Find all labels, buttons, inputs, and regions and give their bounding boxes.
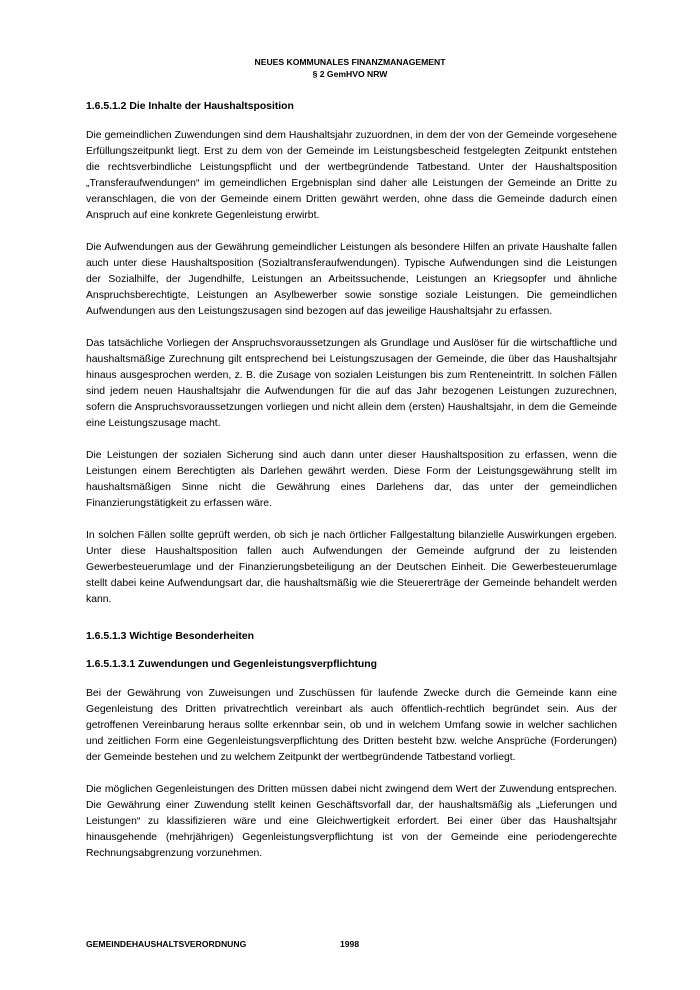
document-body	[86, 100, 617, 862]
footer-title: GEMEINDEHAUSHALTSVERORDNUNG	[86, 939, 247, 949]
paragraph: Bei der Gewährung von Zuweisungen und Zuschüssen für laufende Zwecke durch die Gemeinde kann eine Gegenleistung des Dritten privatrechtlich vereinbart als auch öffentlich-rechtlich begründet sein. Aus der getroffenen Vereinbarung heraus sollte erkennbar sein, ob und in welchem Umfang sowie in welcher sachlichen und zeitlichen Form eine Gegenleistungsverpflichtung des Dritten besteht bzw. welche Ansprüche (Forderungen) der Gemeinde bestehen und zu welchem Zeitpunkt der wertbegründende Tatbestand vorliegt.	[86, 688, 617, 763]
paragraph: Die Leistungen der sozialen Sicherung sind auch dann unter dieser Haushaltsposition zu erfassen, wenn die Leistungen einem Berechtigten als Darlehen gewährt werden. Diese Form der Leistungsgewährung stellt im haushaltsmäßigen Sinne nicht die Gewährung eines Darlehens dar, das unter der gemeindlichen Finanzierungstätigkeit zu erfassen wäre.	[86, 450, 617, 509]
section-heading: 1.6.5.1.3 Wichtige Besonderheiten	[86, 631, 254, 642]
subsection-heading: 1.6.5.1.3.1 Zuwendungen und Gegenleistungsverpflichtung	[86, 659, 377, 670]
paragraph: Die möglichen Gegenleistungen des Dritten müssen dabei nicht zwingend dem Wert der Zuwendung entsprechen. Die Gewährung einer Zuwendung stellt keinen Geschäftsvorfall dar, der haushaltsmäßig als „Lieferungen und Leistungen“ zu klassifizieren wäre und eine Gleichwertigkeit erfordert. Bei einer über das Haushaltsjahr hinausgehende (mehrjährigen) Gegenleistungsverpflichtung ist von der Gemeinde eine periodengerechte Rechnungsabgrenzung vorzunehmen.	[86, 784, 617, 859]
paragraph: In solchen Fällen sollte geprüft werden, ob sich je nach örtlicher Fallgestaltung bilanzielle Auswirkungen ergeben. Unter diese Haushaltsposition fallen auch Aufwendungen der Gemeinde aufgrund der zu leistenden Gewerbesteuerumlage und der Finanzierungsbeteiligung an der Deutschen Einheit. Die Gewerbesteuerumlage stellt dabei keine Aufwendungsart dar, die haushaltsmäßig wie die Steuererträge der Gemeinde behandelt werden kann.	[86, 530, 617, 605]
page-number: 1998	[340, 939, 360, 949]
page-header	[0, 56, 700, 80]
section-heading: 1.6.5.1.2 Die Inhalte der Haushaltsposition	[86, 101, 294, 112]
paragraph: Die Aufwendungen aus der Gewährung gemeindlicher Leistungen als besondere Hilfen an private Haushalte fallen auch unter diese Haushaltsposition (Sozialtransferaufwendungen). Typische Aufwendungen sind die Leistungen der Sozialhilfe, der Jugendhilfe, Leistungen an Arbeitssuchende, Leistungen an Kriegsopfer und ähnliche Anspruchsberechtigte, Leistungen an Asylbewerber sowie sonstige soziale Leistungen. Die gemeindlichen Aufwendungen aus den Leistungszusagen sind bezogen auf das jeweilige Haushaltsjahr zu erfassen.	[86, 242, 617, 317]
header-title: NEUES KOMMUNALES FINANZMANAGEMENT	[254, 57, 446, 67]
header-subtitle: § 2 GemHVO NRW	[312, 69, 388, 79]
paragraph: Die gemeindlichen Zuwendungen sind dem Haushaltsjahr zuzuordnen, in dem der von der Gemeinde vorgesehene Erfüllungszeitpunkt liegt. Erst zu dem von der Gemeinde im Leistungsbescheid festgelegten Zeitpunkt entstehen die rechtsverbindliche Leistungspflicht und der wertbegründende Tatbestand. Unter der Haushaltsposition „Transferaufwendungen“ im gemeindlichen Ergebnisplan sind daher alle Leistungen der Gemeinde an Dritte zu veranschlagen, die von der Gemeinde einem Dritten gewährt werden, ohne dass die Gemeinde dadurch einen Anspruch auf eine konkrete Gegenleistung erwirbt.	[86, 130, 617, 221]
paragraph: Das tatsächliche Vorliegen der Anspruchsvoraussetzungen als Grundlage und Auslöser für die wirtschaftliche und haushaltsmäßige Zurechnung gilt entsprechend bei Leistungszusagen der Gemeinde, die über das Haushaltsjahr hinaus ausgesprochen werden, z. B. die Zusage von sozialen Leistungen bis zum Renteneintritt. In solchen Fällen sind jedem neuen Haushaltsjahr die Aufwendungen für die auf das Jahr bezogenen Leistungen zuzurechnen, sofern die Anspruchsvoraussetzungen vorliegen und nicht allein dem (ersten) Haushaltsjahr, in dem die Gemeinde eine Leistungszusage macht.	[86, 338, 617, 429]
